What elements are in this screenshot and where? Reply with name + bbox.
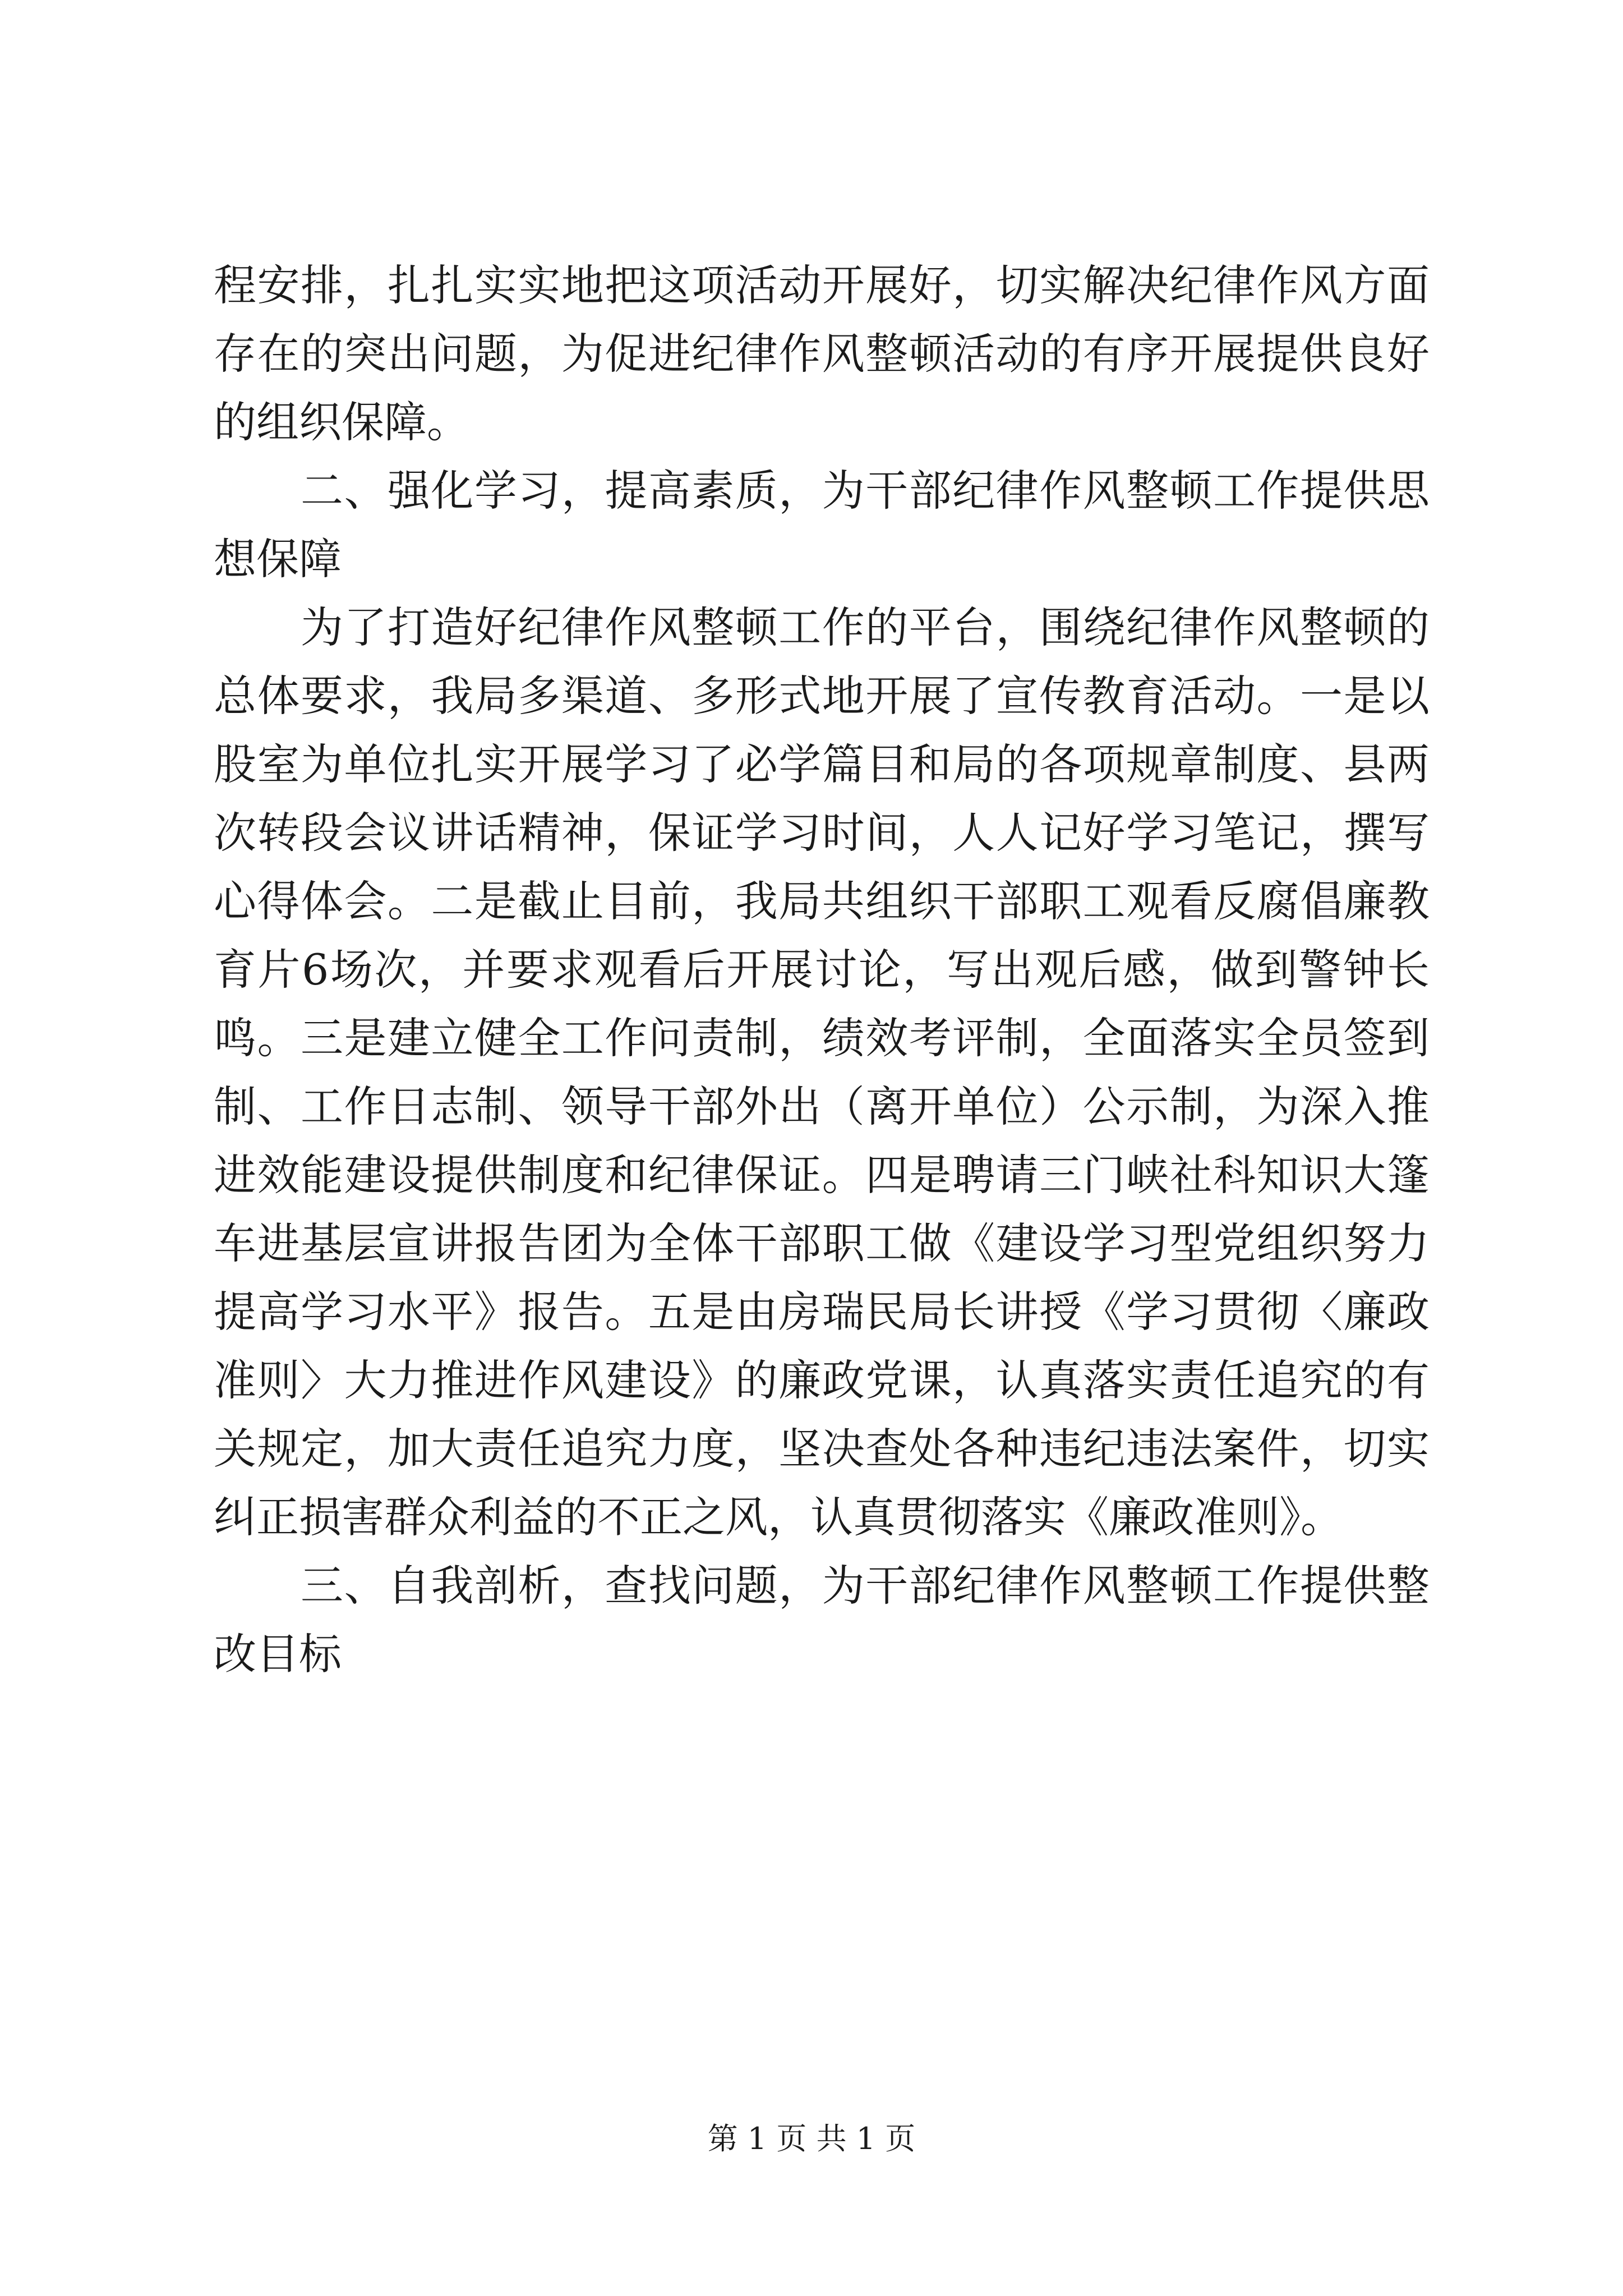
page-footer (0, 2115, 1623, 2158)
text-line: 程安排，扎扎实实地把这项活动开展好，切实解决纪律作风方面 (214, 260, 1430, 310)
text-line: 车进基层宣讲报告团为全体干部职工做《建设学习型党组织努力 (214, 1218, 1430, 1268)
section-heading-line: 改目标 (214, 1629, 342, 1679)
page-number-label: 第 1 页 共 1 页 (707, 2121, 916, 2156)
text-line: 次转段会议讲话精神，保证学习时间，人人记好学习笔记，撰写 (214, 808, 1430, 858)
section-heading-line: 二、强化学习，提高素质，为干部纪律作风整顿工作提供思 (214, 466, 1430, 516)
text-line: 关规定，加大责任追究力度，坚决查处各种违纪违法案件，切实 (214, 1424, 1430, 1474)
document-body (214, 251, 1430, 1688)
text-line: 鸣。三是建立健全工作问责制，绩效考评制，全面落实全员签到 (214, 1013, 1430, 1063)
text-line: 为了打造好纪律作风整顿工作的平台，围绕纪律作风整顿的 (214, 602, 1430, 652)
text-line: 存在的突出问题，为促进纪律作风整顿活动的有序开展提供良好 (214, 329, 1430, 379)
section-heading-line: 三、自我剖析，查找问题，为干部纪律作风整顿工作提供整 (214, 1561, 1430, 1611)
section-heading-line: 想保障 (214, 534, 342, 584)
text-line: 制、工作日志制、领导干部外出（离开单位）公示制，为深入推 (214, 1082, 1430, 1131)
text-line: 总体要求，我局多渠道、多形式地开展了宣传教育活动。一是以 (214, 671, 1430, 721)
text-line: 育片6场次，并要求观看后开展讨论，写出观后感，做到警钟长 (214, 945, 1430, 995)
text-line: 进效能建设提供制度和纪律保证。四是聘请三门峡社科知识大篷 (214, 1150, 1430, 1200)
text-line: 提高学习水平》报告。五是由房瑞民局长讲授《学习贯彻〈廉政 (214, 1287, 1430, 1337)
text-line: 股室为单位扎实开展学习了必学篇目和局的各项规章制度、县两 (214, 739, 1430, 789)
text-line: 准则〉大力推进作风建设》的廉政党课，认真落实责任追究的有 (214, 1355, 1430, 1405)
text-line: 的组织保障。 (214, 397, 469, 447)
text-line: 心得体会。二是截止目前，我局共组织干部职工观看反腐倡廉教 (214, 876, 1430, 926)
text-line: 纠正损害群众利益的不正之风，认真贯彻落实《廉政准则》。 (214, 1492, 1343, 1542)
